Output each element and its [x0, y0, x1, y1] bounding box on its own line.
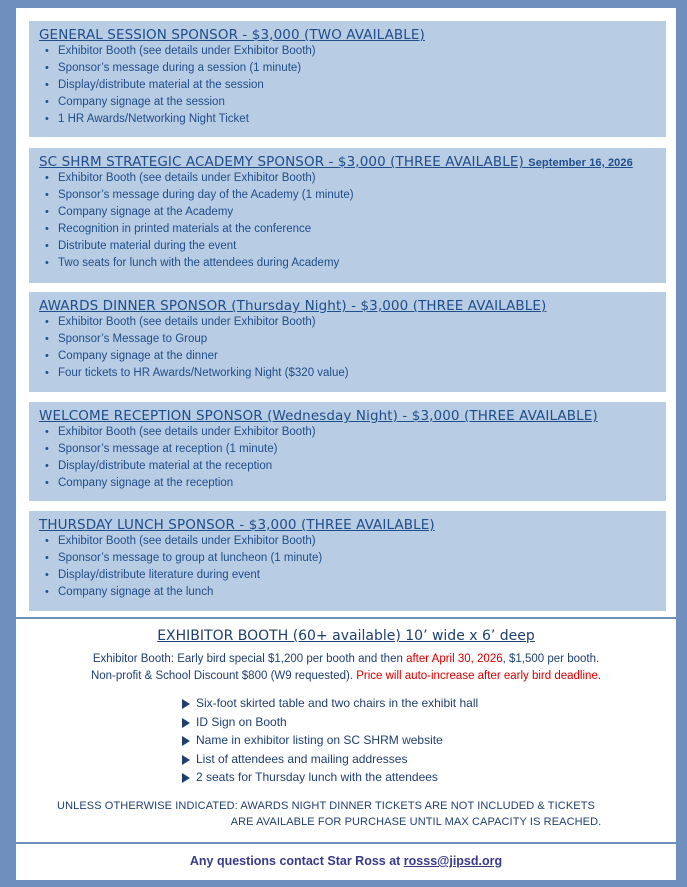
list-item: • Recognition in printed materials at the conference	[39, 221, 656, 238]
arrow-bullet-icon	[182, 773, 190, 783]
list-item: List of attendees and mailing addresses	[182, 752, 478, 771]
price-increase-warning: Price will auto-increase after early bird deadline.	[356, 670, 602, 682]
list-item: 2 seats for Thursday lunch with the attendees	[182, 770, 478, 789]
arrow-bullet-icon	[182, 718, 190, 728]
sponsor-title: GENERAL SESSION SPONSOR - $3,000 (TWO AVAILABLE)	[39, 27, 425, 43]
sponsor-benefits	[39, 170, 656, 272]
sponsor-awards-dinner	[29, 292, 666, 392]
list-item: • Display/distribute material at the reception	[39, 458, 656, 475]
section-divider	[16, 617, 676, 619]
sponsor-benefits	[39, 424, 656, 492]
list-item: • Company signage at the reception	[39, 475, 656, 492]
list-item: • Company signage at the lunch	[39, 584, 656, 601]
arrow-bullet-icon	[182, 699, 190, 709]
sponsor-title: AWARDS DINNER SPONSOR (Thursday Night) - $3,000 (THREE AVAILABLE)	[39, 298, 547, 314]
sponsor-date: September 16, 2026	[528, 157, 633, 169]
list-item: ID Sign on Booth	[182, 715, 478, 734]
exhibitor-booth-section	[16, 622, 676, 840]
sponsor-benefits	[39, 43, 656, 128]
sponsor-benefits	[39, 533, 656, 601]
list-item: • Display/distribute literature during event	[39, 567, 656, 584]
list-item: • Sponsor’s message during a session (1 minute)	[39, 60, 656, 77]
sponsor-thursday-lunch	[29, 511, 666, 611]
list-item: • Exhibitor Booth (see details under Exhibitor Booth)	[39, 533, 656, 550]
list-item: • Sponsor’s message at reception (1 minute)	[39, 441, 656, 458]
sponsor-title: WELCOME RECEPTION SPONSOR (Wednesday Night) - $3,000 (THREE AVAILABLE)	[39, 408, 598, 424]
deadline-text: after April 30, 2026	[406, 653, 503, 665]
arrow-bullet-icon	[182, 736, 190, 746]
list-item: • Sponsor’s message during day of the Academy (1 minute)	[39, 187, 656, 204]
list-item: • Sponsor’s Message to Group	[39, 331, 656, 348]
list-item: • Exhibitor Booth (see details under Exhibitor Booth)	[39, 170, 656, 187]
sponsor-benefits	[39, 314, 656, 382]
sponsor-strategic-academy	[29, 148, 666, 283]
exhibitor-discount-line: Non-profit & School Discount $800 (W9 requested). Price will auto-increase after early bird deadline.	[90, 670, 602, 682]
arrow-bullet-icon	[182, 755, 190, 765]
exhibitor-pricing-line: Exhibitor Booth: Early bird special $1,200 per booth and then after April 30, 2026, $1,500 per booth.	[92, 653, 600, 665]
list-item: • Distribute material during the event	[39, 238, 656, 255]
sponsor-welcome-reception	[29, 402, 666, 501]
contact-footer: Any questions contact Star Ross at rosss@jipsd.org	[16, 846, 676, 876]
exhibitor-features	[182, 696, 478, 789]
section-divider	[16, 842, 676, 844]
list-item: • Two seats for lunch with the attendees during Academy	[39, 255, 656, 272]
list-item: • Company signage at the session	[39, 94, 656, 111]
exhibitor-title: EXHIBITOR BOOTH (60+ available) 10’ wide x 6’ deep	[157, 628, 535, 644]
list-item: • Display/distribute material at the session	[39, 77, 656, 94]
list-item: • Sponsor’s message to group at luncheon (1 minute)	[39, 550, 656, 567]
sponsor-title: SC SHRM STRATEGIC ACADEMY SPONSOR - $3,000 (THREE AVAILABLE) September 16, 2026	[39, 154, 633, 170]
list-item: • 1 HR Awards/Networking Night Ticket	[39, 111, 656, 128]
list-item: • Four tickets to HR Awards/Networking Night ($320 value)	[39, 365, 656, 382]
sponsor-title: THURSDAY LUNCH SPONSOR - $3,000 (THREE AVAILABLE)	[39, 517, 435, 533]
list-item: Name in exhibitor listing on SC SHRM website	[182, 733, 478, 752]
ticket-note-continued: ARE AVAILABLE FOR PURCHASE UNTIL MAX CAPACITY IS REACHED.	[230, 816, 602, 828]
list-item: • Exhibitor Booth (see details under Exhibitor Booth)	[39, 424, 656, 441]
sponsor-general-session	[29, 21, 666, 137]
list-item: • Exhibitor Booth (see details under Exhibitor Booth)	[39, 43, 656, 60]
list-item: Six-foot skirted table and two chairs in the exhibit hall	[182, 696, 478, 715]
contact-email-link[interactable]: rosss@jipsd.org	[403, 854, 503, 868]
list-item: • Company signage at the Academy	[39, 204, 656, 221]
list-item: • Exhibitor Booth (see details under Exhibitor Booth)	[39, 314, 656, 331]
list-item: • Company signage at the dinner	[39, 348, 656, 365]
ticket-note: UNLESS OTHERWISE INDICATED: AWARDS NIGHT DINNER TICKETS ARE NOT INCLUDED & TICKETS	[57, 800, 595, 812]
